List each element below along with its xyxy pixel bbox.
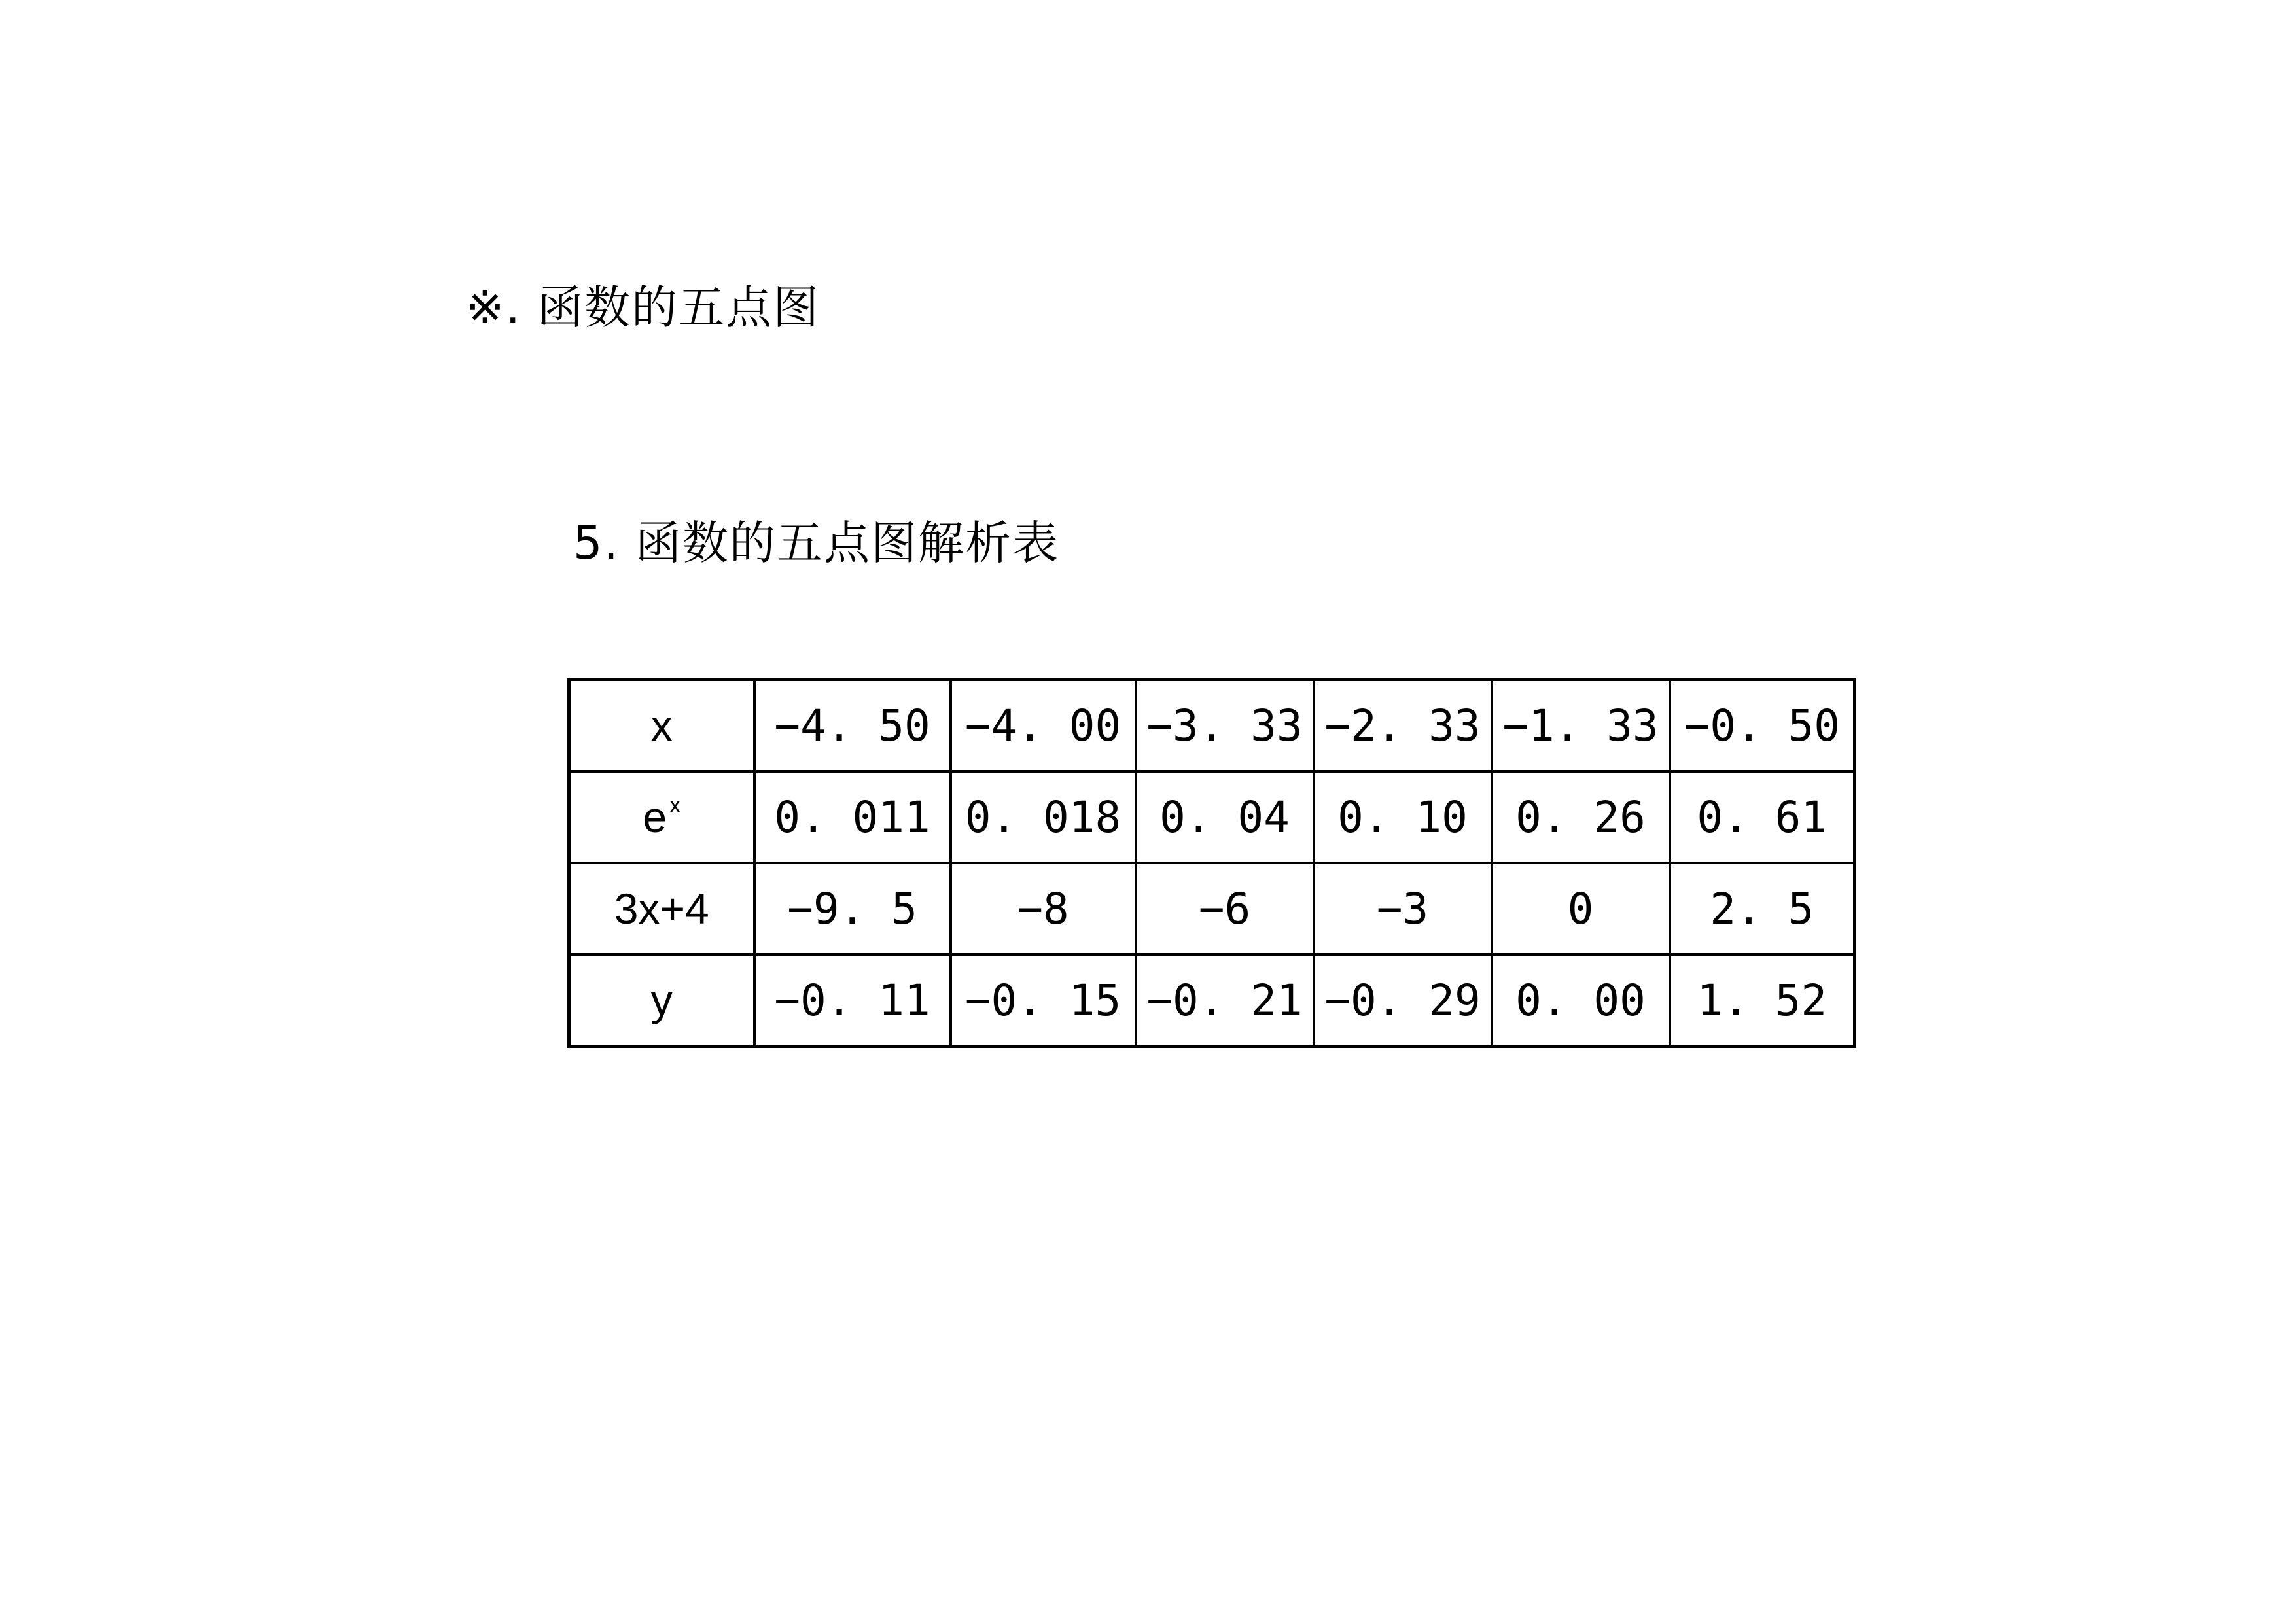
row-label-exp <box>569 771 754 863</box>
table-cell: −0. 21 <box>1136 954 1314 1047</box>
table-cell: −8 <box>951 863 1136 954</box>
row-label-base: e <box>643 793 667 841</box>
table-cell: −3. 33 <box>1136 680 1314 772</box>
table-cell: 1. 52 <box>1670 954 1855 1047</box>
table-cell: 0. 018 <box>951 771 1136 863</box>
table-row-exp <box>569 771 1855 863</box>
table-cell: 2. 5 <box>1670 863 1855 954</box>
table-cell: −2. 33 <box>1314 680 1492 772</box>
table-row-x <box>569 680 1855 772</box>
row-label-linear: 3x+4 <box>569 863 754 954</box>
table-cell: 0. 011 <box>754 771 951 863</box>
table-cell: −0. 29 <box>1314 954 1492 1047</box>
analysis-table <box>567 678 1856 1048</box>
page-heading: ※. 函数的五点图 <box>466 281 821 334</box>
table-cell: −3 <box>1314 863 1492 954</box>
row-label-exponent: x <box>669 793 681 818</box>
table-cell: −6 <box>1136 863 1314 954</box>
table-cell: −0. 50 <box>1670 680 1855 772</box>
table-cell: 0. 61 <box>1670 771 1855 863</box>
table-cell: −1. 33 <box>1492 680 1670 772</box>
section-title: 5. 函数的五点图解析表 <box>573 516 1060 570</box>
row-label-x: x <box>569 680 754 772</box>
table-cell: −4. 50 <box>754 680 951 772</box>
table-cell: 0. 10 <box>1314 771 1492 863</box>
table-cell: −4. 00 <box>951 680 1136 772</box>
table-cell: −0. 11 <box>754 954 951 1047</box>
table-cell: 0 <box>1492 863 1670 954</box>
table-cell: 0. 04 <box>1136 771 1314 863</box>
table-cell: 0. 00 <box>1492 954 1670 1047</box>
table-cell: −0. 15 <box>951 954 1136 1047</box>
row-label-y: y <box>569 954 754 1047</box>
table-row-y <box>569 954 1855 1047</box>
table-cell: −9. 5 <box>754 863 951 954</box>
table-row-linear <box>569 863 1855 954</box>
table-cell: 0. 26 <box>1492 771 1670 863</box>
